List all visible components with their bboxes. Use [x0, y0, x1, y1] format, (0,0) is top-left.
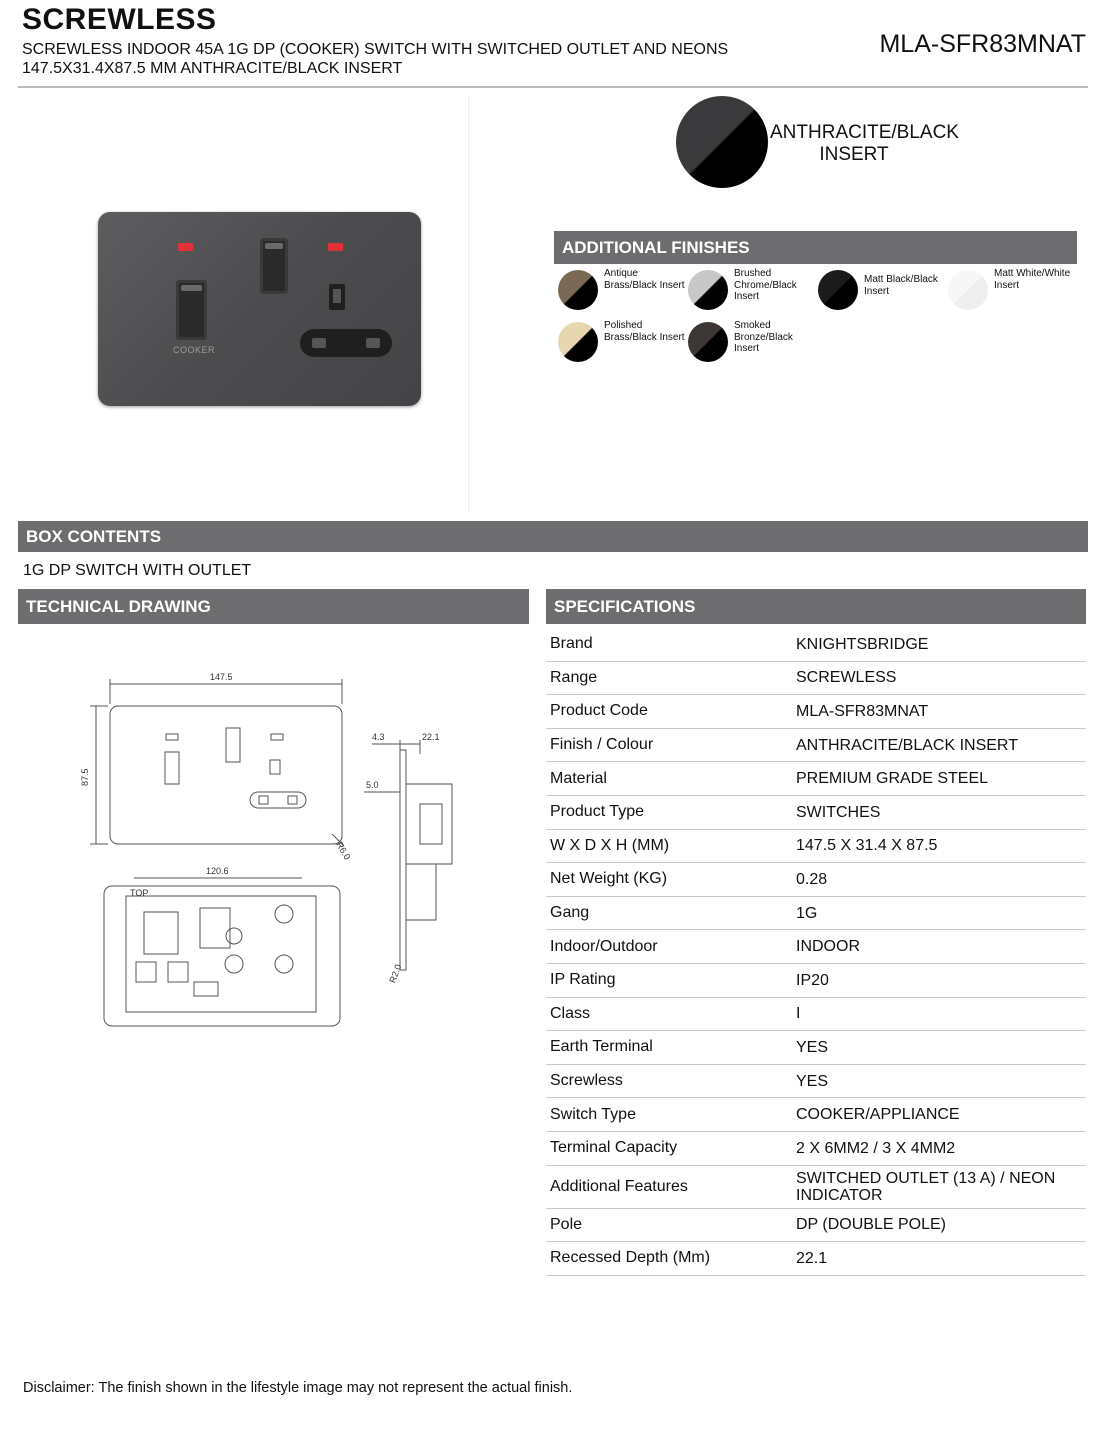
finish-label: Antique Brass/Black Insert: [604, 268, 685, 291]
spec-value: MLA-SFR83MNAT: [796, 702, 929, 720]
product-description: SCREWLESS INDOOR 45A 1G DP (COOKER) SWITCH WITH SWITCHED OUTLET AND NEONS 147.5X31.4X87.5 MM ANTHRACITE/BLACK INSERT: [22, 41, 729, 77]
finish-label: Brushed Chrome/Black Insert: [734, 268, 797, 302]
spec-row: [546, 1209, 1086, 1243]
page-header: [22, 4, 1092, 78]
spec-key: Indoor/Outdoor: [550, 937, 658, 955]
spec-row: [546, 729, 1086, 763]
finish-swatch: [688, 270, 728, 310]
finish-option: [688, 320, 818, 364]
finish-swatch: [948, 270, 988, 310]
spec-value: SCREWLESS: [796, 669, 897, 687]
finish-option: [558, 320, 688, 364]
spec-value: SWITCHED OUTLET (13 A) / NEON INDICATOR: [796, 1169, 1056, 1204]
spec-key: Recessed Depth (Mm): [550, 1249, 711, 1267]
cooker-rocker-switch: [176, 280, 207, 340]
spec-value: COOKER/APPLIANCE: [796, 1106, 960, 1124]
spec-row: [546, 863, 1086, 897]
spec-row: [546, 1166, 1086, 1209]
box-contents-text: 1G DP SWITCH WITH OUTLET: [23, 562, 252, 579]
product-code: MLA-SFR83MNAT: [879, 30, 1086, 58]
box-contents-heading: BOX CONTENTS: [18, 521, 1088, 552]
finish-option: [818, 268, 948, 312]
spec-key: Gang: [550, 904, 590, 922]
spec-row: [546, 964, 1086, 998]
spec-row: [546, 1242, 1086, 1276]
spec-value: 22.1: [796, 1249, 828, 1267]
additional-finishes-heading: ADDITIONAL FINISHES: [554, 231, 1077, 264]
dim-width-label: 147.5: [210, 672, 233, 682]
neon-indicator-right: [328, 243, 343, 251]
spec-value: INDOOR: [796, 938, 860, 956]
cooker-label: COOKER: [173, 345, 216, 355]
dim-radius-label: R2.0: [387, 962, 404, 985]
finish-label: Smoked Bronze/Black Insert: [734, 320, 793, 354]
spec-value: 2 X 6MM2 / 3 X 4MM2: [796, 1139, 956, 1157]
disclaimer: Disclaimer: The finish shown in the lifestyle image may not represent the actual finish.: [23, 1380, 573, 1396]
spec-value: SWITCHES: [796, 803, 881, 821]
image-divider: [468, 96, 469, 512]
spec-row: [546, 1132, 1086, 1166]
current-finish-name: ANTHRACITE/BLACK INSERT: [770, 122, 959, 165]
specifications-heading: SPECIFICATIONS: [546, 589, 1086, 624]
spec-key: Product Code: [550, 702, 648, 720]
spec-key: Material: [550, 769, 607, 787]
spec-value: PREMIUM GRADE STEEL: [796, 770, 989, 788]
earth-pin-slot: [329, 284, 345, 310]
header-divider: [18, 86, 1088, 88]
finish-label: Polished Brass/Black Insert: [604, 320, 685, 343]
spec-row: [546, 930, 1086, 964]
live-pin-slot: [312, 338, 326, 348]
spec-row: [546, 998, 1086, 1032]
spec-key: W X D X H (MM): [550, 836, 670, 854]
spec-value: DP (DOUBLE POLE): [796, 1216, 946, 1234]
specifications-table: [546, 628, 1086, 1276]
dim-height-label: 87.5: [80, 768, 90, 786]
spec-key: Brand: [550, 635, 593, 653]
finish-label: Matt White/White Insert: [994, 268, 1071, 291]
finish-label: Matt Black/Black Insert: [864, 274, 938, 297]
spec-key: Finish / Colour: [550, 736, 654, 754]
spec-value: 147.5 X 31.4 X 87.5: [796, 837, 938, 855]
spec-row: [546, 796, 1086, 830]
current-finish-swatch: [676, 96, 768, 188]
finish-swatch: [558, 270, 598, 310]
spec-row: [546, 628, 1086, 662]
spec-key: Additional Features: [550, 1177, 688, 1195]
finish-swatch: [688, 322, 728, 362]
top-marker-label: TOP: [130, 888, 149, 898]
spec-row: [546, 1098, 1086, 1132]
neutral-pin-slot: [366, 338, 380, 348]
spec-key: Pole: [550, 1215, 583, 1233]
spec-value: YES: [796, 1072, 829, 1090]
outlet-rocker-switch: [260, 238, 288, 294]
dim-plate-label: 5.0: [366, 780, 379, 790]
range-title: SCREWLESS: [22, 3, 217, 36]
spec-value: IP20: [796, 971, 829, 989]
neon-indicator-left: [178, 243, 193, 251]
spec-key: Range: [550, 668, 598, 686]
spec-key: Class: [550, 1004, 591, 1022]
finish-option: [948, 268, 1078, 312]
product-image: [98, 212, 421, 406]
spec-row: [546, 1065, 1086, 1099]
spec-row: [546, 1031, 1086, 1065]
spec-key: Product Type: [550, 803, 644, 821]
spec-key: Earth Terminal: [550, 1038, 653, 1056]
technical-drawing: [74, 664, 504, 1044]
finish-option: [688, 268, 818, 312]
technical-drawing-heading: TECHNICAL DRAWING: [18, 589, 529, 624]
spec-row: [546, 762, 1086, 796]
spec-value: ANTHRACITE/BLACK INSERT: [796, 736, 1018, 754]
dim-inner-label: 120.6: [206, 866, 229, 876]
spec-value: I: [796, 1005, 801, 1023]
spec-row: [546, 662, 1086, 696]
spec-row: [546, 830, 1086, 864]
spec-value: 0.28: [796, 870, 828, 888]
spec-value: KNIGHTSBRIDGE: [796, 635, 929, 653]
dim-depth-b-label: 22.1: [422, 732, 440, 742]
spec-row: [546, 695, 1086, 729]
spec-key: IP Rating: [550, 971, 616, 989]
spec-key: Terminal Capacity: [550, 1139, 678, 1157]
spec-value: 1G: [796, 904, 818, 922]
spec-key: Switch Type: [550, 1105, 636, 1123]
socket-outlet: [300, 329, 392, 357]
dim-corner-label: R6.0: [334, 840, 353, 862]
dim-depth-a-label: 4.3: [372, 732, 385, 742]
finish-swatch: [818, 270, 858, 310]
spec-value: YES: [796, 1038, 829, 1056]
finish-option: [558, 268, 688, 312]
spec-key: Net Weight (KG): [550, 870, 668, 888]
spec-key: Screwless: [550, 1072, 623, 1090]
finish-swatch: [558, 322, 598, 362]
spec-row: [546, 897, 1086, 931]
